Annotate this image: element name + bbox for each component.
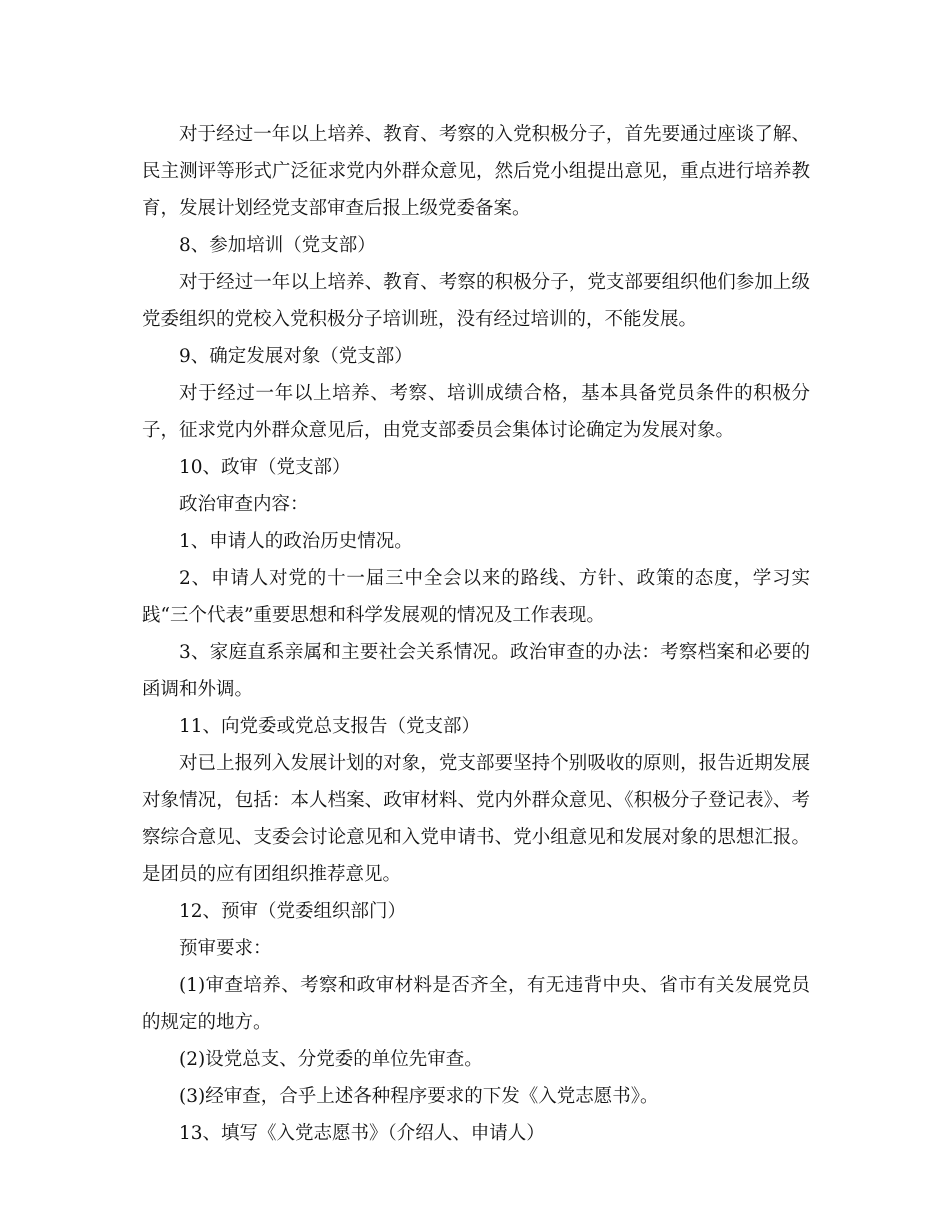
list-item-2: 2、申请人对党的十一届三中全会以来的路线、方针、政策的态度，学习实践“三个代表”重要思想和科学发展观的情况及工作表现。 [142, 568, 810, 626]
section-heading-13: 13、填写《入党志愿书》（介绍人、申请人） [179, 1123, 545, 1144]
paragraph-4: 对已上报列入发展计划的对象，党支部要坚持个别吸收的原则，报告近期发展对象情况，包括：本人档案、政审材料、党内外群众意见、《积极分子登记表》、考察综合意见、支委会讨论意见和入党申请书、党小组意见和发展对象的思想汇报。是团员的应有团组织推荐意见。 [142, 753, 810, 885]
document-body [142, 116, 810, 1152]
list-item-1: 1、申请人的政治历史情况。 [179, 531, 413, 552]
requirement-2: (2)设党总支、分党委的单位先审查。 [179, 1049, 483, 1070]
subheading-pre-review: 预审要求： [179, 938, 272, 959]
paragraph-1: 对于经过一年以上培养、教育、考察的入党积极分子，首先要通过座谈了解、民主测评等形式广泛征求党内外群众意见，然后党小组提出意见，重点进行培养教育，发展计划经党支部审查后报上级党委备案。 [142, 124, 810, 219]
section-heading-12: 12、预审（党委组织部门） [179, 901, 407, 922]
section-heading-10: 10、政审（党支部） [179, 457, 351, 478]
section-heading-11: 11、向党委或党总支报告（党支部） [179, 716, 481, 737]
requirement-1: (1)审查培养、考察和政审材料是否齐全，有无违背中央、省市有关发展党员的规定的地方。 [142, 975, 810, 1033]
section-heading-9: 9、确定发展对象（党支部） [179, 346, 413, 367]
requirement-3: (3)经审查，合乎上述各种程序要求的下发《入党志愿书》。 [179, 1086, 659, 1107]
paragraph-3: 对于经过一年以上培养、考察、培训成绩合格，基本具备党员条件的积极分子，征求党内外群众意见后，由党支部委员会集体讨论确定为发展对象。 [142, 383, 810, 441]
paragraph-2: 对于经过一年以上培养、教育、考察的积极分子，党支部要组织他们参加上级党委组织的党校入党积极分子培训班，没有经过培训的，不能发展。 [142, 272, 810, 330]
section-heading-8: 8、参加培训（党支部） [179, 235, 376, 256]
subheading-political-review: 政治审查内容： [179, 494, 309, 515]
list-item-3: 3、家庭直系亲属和主要社会关系情况。政治审查的办法：考察档案和必要的函调和外调。 [142, 642, 810, 700]
